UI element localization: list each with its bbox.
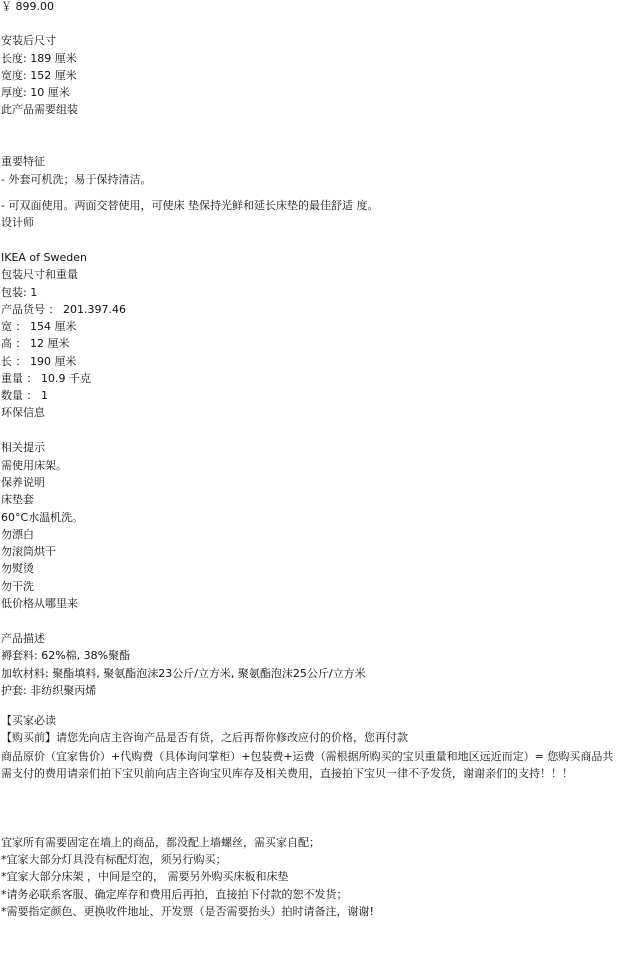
environment-heading: 环保信息 — [1, 406, 45, 419]
package-count: 包装: 1 — [1, 286, 38, 299]
package-heading: 包装尺寸和重量 — [1, 268, 78, 281]
package-height: 高 ： 12 厘米 — [1, 337, 70, 350]
low-price-heading: 低价格从哪里来 — [1, 597, 78, 610]
description-heading: 产品描述 — [1, 632, 45, 645]
contact-note: *请务必联系客服、确定库存和费用后再拍，直接拍下付款的恕不发货； — [1, 888, 348, 901]
price-formula-note: 商品原价（宜家售价）+代购费（具体询问掌柜）+包装费+运费（需根据所购买的宝贝重量和地区远近而定）= 您购买商品共需支付的费用请亲们拍下宝贝前向店主咨询宝贝库存及相关费用，直接拍下宝贝一律不予发货，谢谢亲们的支持！！！ — [1, 750, 614, 780]
feature-item: - 可双面使用。两面交替使用，可使床 垫保持光鲜和延长床垫的最佳舒适 度。 — [1, 199, 379, 212]
package-length: 长 ： 190 厘米 — [1, 355, 77, 368]
care-subject: 床垫套 — [1, 493, 34, 506]
bed-frame-note: *宜家大部分床架 ，中间是空的， 需要另外购买床板和床垫 — [1, 870, 289, 883]
filling-material: 加软材料: 聚酯填料, 聚氨酯泡沫23公斤/立方米, 聚氨酯泡沫25公斤/立方米 — [1, 667, 366, 680]
buyer-notice-heading: 【买家必读 — [1, 714, 56, 727]
installed-thickness: 厚度: 10 厘米 — [1, 86, 70, 99]
package-quantity: 数量 ： 1 — [1, 389, 48, 402]
care-heading: 保养说明 — [1, 476, 45, 489]
price: ￥ 899.00 — [1, 0, 54, 13]
package-width: 宽 ： 154 厘米 — [1, 320, 77, 333]
care-no-iron: 勿熨烫 — [1, 562, 34, 575]
designer-name: IKEA of Sweden — [1, 251, 87, 264]
feature-item: - 外套可机洗；易于保持清洁。 — [1, 173, 152, 186]
article-number: 产品货号 ： 201.397.46 — [1, 303, 126, 316]
installed-size-heading: 安装后尺寸 — [1, 34, 56, 47]
invoice-note: *需要指定颜色、更换收件地址、开发票（是否需要抬头）拍时请备注，谢谢! — [1, 905, 374, 918]
before-purchase-note: 【购买前】请您先向店主咨询产品是否有货，之后再帮你修改应付的价格，您再付款 — [1, 731, 408, 744]
protector-material: 护套: 非纺织聚丙烯 — [1, 684, 97, 697]
care-no-tumble-dry: 勿滚筒烘干 — [1, 545, 56, 558]
ticking-material: 褥套料: 62%棉, 38%聚酯 — [1, 649, 131, 662]
installed-width: 宽度: 152 厘米 — [1, 69, 77, 82]
bed-frame-tip: 需使用床架。 — [1, 459, 67, 472]
designer-heading: 设计师 — [1, 216, 34, 229]
assembly-note: 此产品需要组装 — [1, 103, 78, 116]
care-no-dry-clean: 勿干洗 — [1, 580, 34, 593]
care-no-bleach: 勿漂白 — [1, 528, 34, 541]
tips-heading: 相关提示 — [1, 441, 45, 454]
wall-fix-note: 宜家所有需要固定在墙上的商品，都没配上墙螺丝，需买家自配； — [1, 836, 320, 849]
care-wash: 60°C水温机洗。 — [1, 511, 84, 524]
features-heading: 重要特征 — [1, 155, 45, 168]
installed-length: 长度: 189 厘米 — [1, 52, 77, 65]
lights-note: *宜家大部分灯具没有标配灯泡，须另行购买； — [1, 853, 227, 866]
package-weight: 重量 ： 10.9 千克 — [1, 372, 91, 385]
